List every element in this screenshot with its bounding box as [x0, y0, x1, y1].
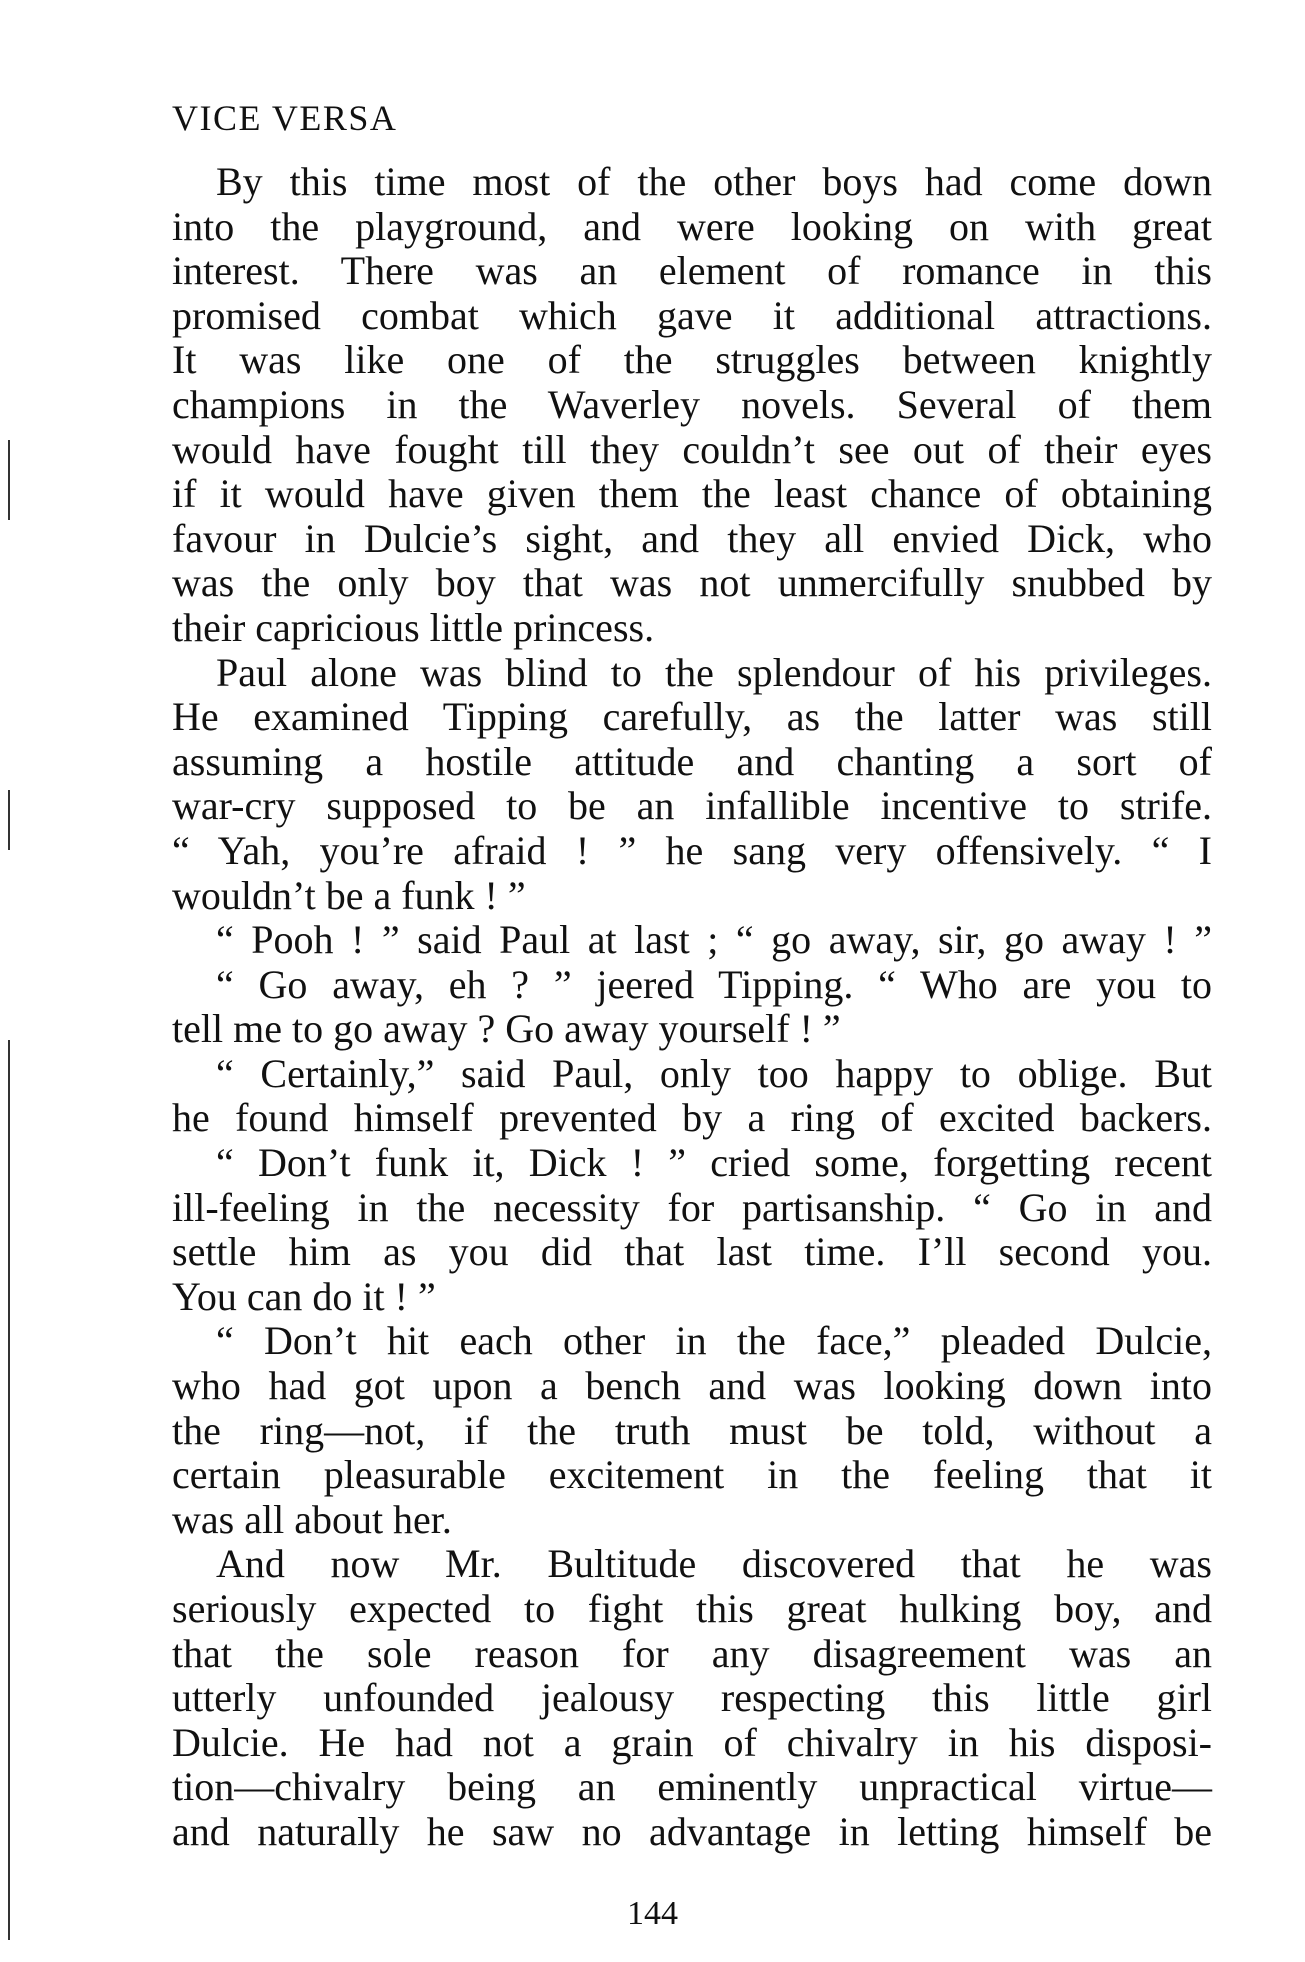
text-line: wouldn’t be a funk ! ”: [172, 872, 526, 918]
text-line: was all about her.: [172, 1496, 452, 1542]
text-line: the ring—not, if the truth must be told, without a: [172, 1407, 1212, 1453]
text-line: settle him as you did that last time. I’ll second you.: [172, 1229, 1212, 1275]
text-line: promised combat which gave it additional attractions.: [172, 292, 1212, 338]
text-line: “ Pooh ! ” said Paul at last ; “ go away, sir, go away ! ”: [216, 917, 1212, 963]
text-line: who had got upon a bench and was looking down into: [172, 1363, 1212, 1409]
text-line: “ Go away, eh ? ” jeered Tipping. “ Who are you to: [216, 961, 1212, 1007]
text-line: “ Yah, you’re afraid ! ” he sang very offensively. “ I: [172, 827, 1212, 873]
running-header: VICE VERSA: [172, 98, 398, 138]
margin-scan-mark: [8, 1040, 10, 1940]
page-number: 144: [627, 1895, 678, 1932]
text-line: he found himself prevented by a ring of excited backers.: [172, 1095, 1212, 1141]
margin-scan-mark: [8, 440, 10, 520]
text-line: Paul alone was blind to the splendour of his privileges.: [216, 649, 1212, 695]
text-line: certain pleasurable excitement in the feeling that it: [172, 1452, 1212, 1498]
text-line: And now Mr. Bultitude discovered that he was: [216, 1541, 1212, 1587]
text-line: “ Don’t funk it, Dick ! ” cried some, forgetting recent: [216, 1140, 1212, 1186]
text-line: that the sole reason for any disagreement was an: [172, 1630, 1212, 1676]
text-line: “ Certainly,” said Paul, only too happy to oblige. But: [216, 1050, 1212, 1096]
text-line: seriously expected to fight this great hulking boy, and: [172, 1586, 1212, 1631]
text-line: He examined Tipping carefully, as the latter was still: [172, 694, 1212, 740]
text-line: their capricious little princess.: [172, 604, 655, 650]
text-line: into the playground, and were looking on with great: [172, 203, 1212, 249]
text-line: favour in Dulcie’s sight, and they all envied Dick, who: [172, 515, 1212, 561]
text-line: By this time most of the other boys had come down: [216, 159, 1212, 204]
text-line: was the only boy that was not unmercifully snubbed by: [172, 560, 1212, 606]
text-line: champions in the Waverley novels. Several of them: [172, 381, 1212, 427]
text-line: “ Don’t hit each other in the face,” pleaded Dulcie,: [216, 1318, 1212, 1364]
text-line: Dulcie. He had not a grain of chivalry in his disposi-: [172, 1719, 1212, 1765]
text-line: utterly unfounded jealousy respecting this little girl: [172, 1675, 1212, 1721]
text-line: would have fought till they couldn’t see out of their eyes: [172, 426, 1212, 472]
body-text: [172, 160, 1212, 1855]
text-line: tion—chivalry being an eminently unpractical virtue—: [172, 1764, 1212, 1810]
text-line: if it would have given them the least chance of obtaining: [172, 471, 1212, 517]
text-line: interest. There was an element of romance in this: [172, 248, 1212, 294]
text-line: You can do it ! ”: [172, 1273, 436, 1319]
text-line: war-cry supposed to be an infallible incentive to strife.: [172, 783, 1212, 829]
text-line: tell me to go away ? Go away yourself ! ”: [172, 1006, 841, 1052]
text-line: and naturally he saw no advantage in letting himself be: [172, 1808, 1212, 1854]
text-line: ill-feeling in the necessity for partisanship. “ Go in and: [172, 1184, 1212, 1230]
margin-scan-mark: [8, 790, 10, 850]
text-line: It was like one of the struggles between knightly: [172, 337, 1212, 383]
text-line: assuming a hostile attitude and chanting a sort of: [172, 738, 1212, 784]
